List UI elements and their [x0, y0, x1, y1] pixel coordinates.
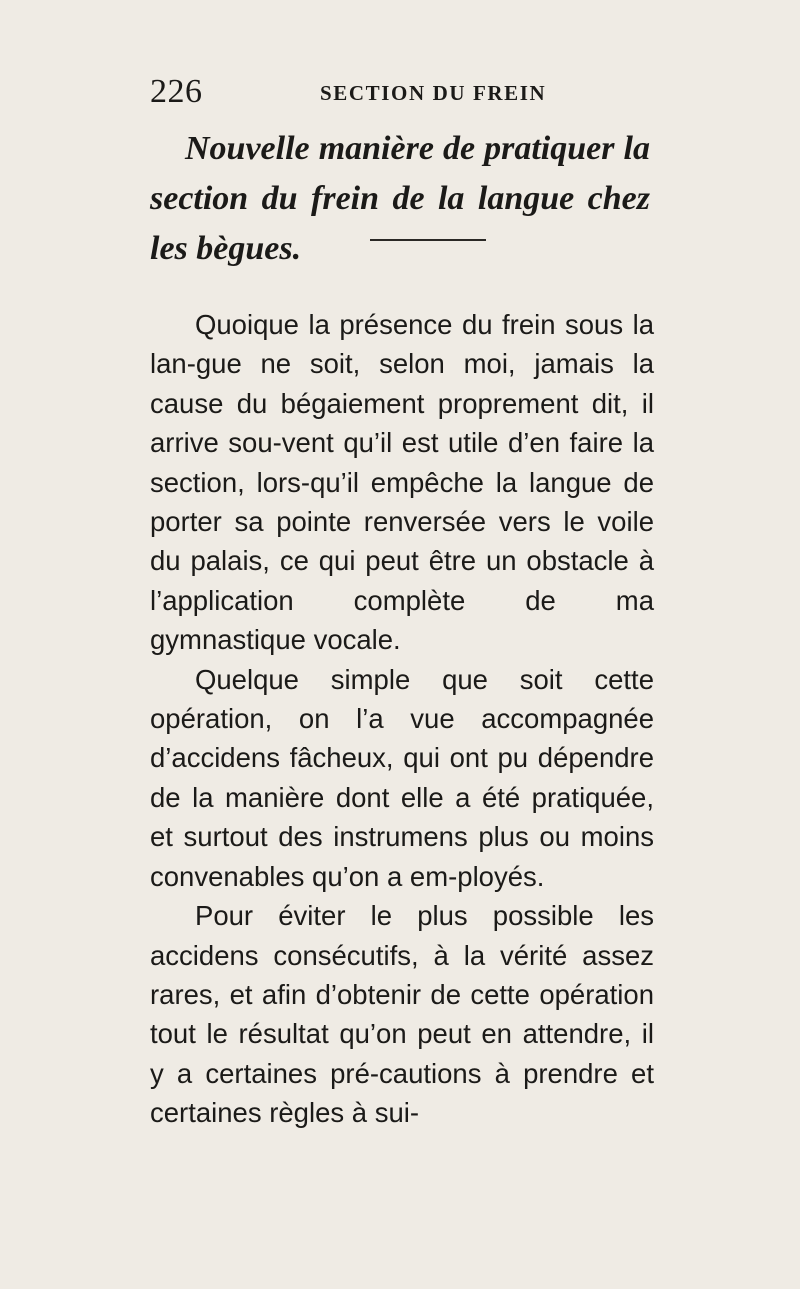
- paragraph: Pour éviter le plus possible les accidens consécutifs, à la vérité assez rares, et afin d’obtenir de cette opération tout le résultat qu’on peut en attendre, il y a certaines pré-cautions à prendre et certaines règles à sui-: [150, 900, 654, 1129]
- running-head: [150, 72, 650, 112]
- page-number: 226: [150, 73, 203, 110]
- paragraph: Quelque simple que soit cette opération, on l’a vue accompagnée d’accidens fâcheux, qui ont pu dépendre de la manière dont elle a été pratiquée, et surtout des instrumens plus ou moins convenables qu’on a em-ployés.: [150, 663, 654, 892]
- title-divider: [370, 239, 486, 241]
- running-head-title: SECTION DU FREIN: [320, 81, 547, 105]
- chapter-title: Nouvelle manière de pratiquer la section du frein de la langue chez les bègues.: [150, 130, 650, 267]
- paragraph: Quoique la présence du frein sous la lan-gue ne soit, selon moi, jamais la cause du bégaiement proprement dit, il arrive sou-vent qu’il est utile d’en faire la section, lors-qu’il empêche la langue de porter sa pointe renversée vers le voile du palais, ce qui peut être un obstacle à l’application complète de ma gymnastique vocale.: [150, 309, 654, 656]
- body-text: [150, 305, 654, 1133]
